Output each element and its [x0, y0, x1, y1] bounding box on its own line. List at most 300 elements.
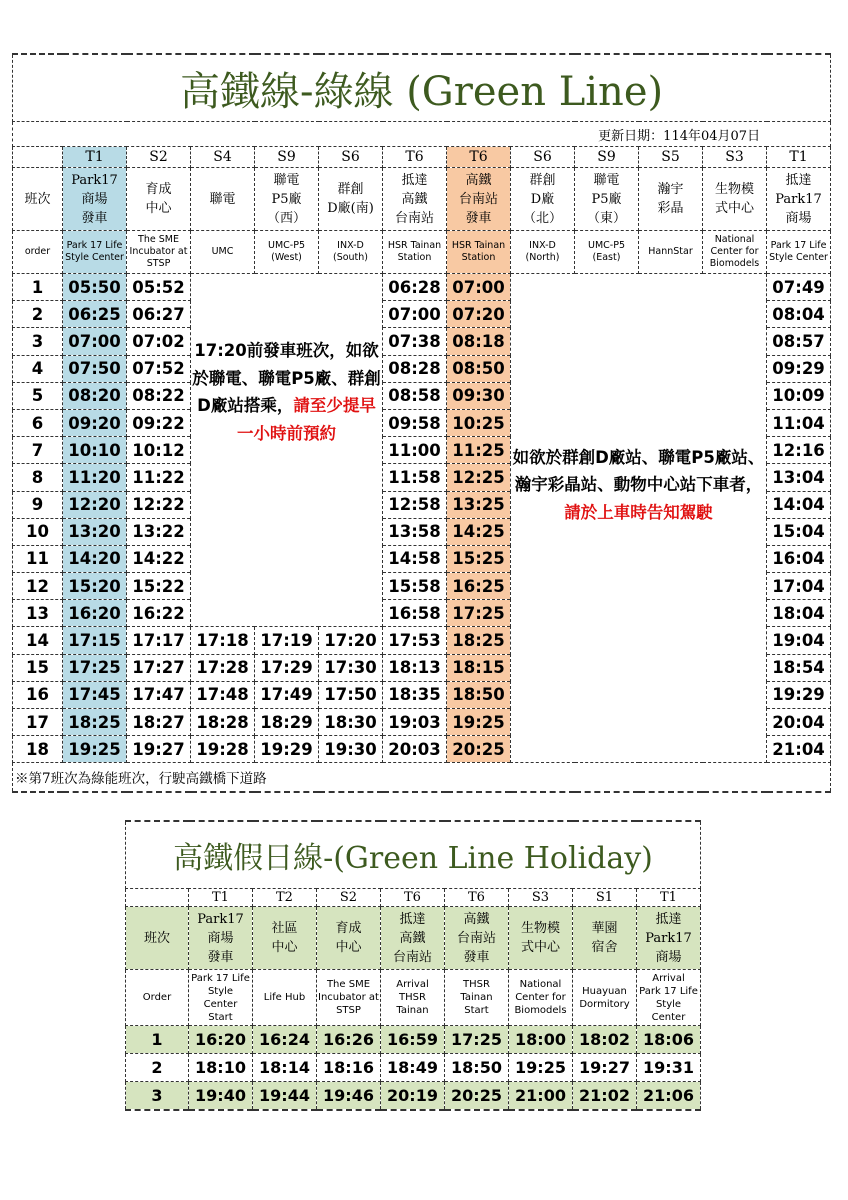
- time-cell: 16:59: [381, 1026, 445, 1054]
- time-cell: 21:06: [637, 1082, 701, 1111]
- trip-number: 13: [13, 600, 63, 627]
- label-line: 生物模: [714, 182, 754, 197]
- time-cell: 07:00: [447, 274, 511, 301]
- time-cell: 19:25: [509, 1054, 573, 1082]
- time-cell: 17:30: [319, 654, 383, 681]
- label-line: Style: [655, 998, 682, 1010]
- time-cell: 06:28: [383, 274, 447, 301]
- station-name-en: [189, 970, 253, 1026]
- station-name-en: [191, 231, 255, 274]
- code-corner: [126, 889, 189, 907]
- time-cell: 18:29: [255, 709, 319, 736]
- time-cell: 13:25: [447, 491, 511, 518]
- label-line: The SME: [326, 979, 371, 990]
- time-cell: 21:02: [573, 1082, 637, 1111]
- station-name-zh: [383, 168, 447, 231]
- label-line: Center for: [515, 992, 566, 1003]
- time-cell: 18:30: [319, 709, 383, 736]
- station-en-row: [126, 970, 701, 1026]
- label-line: 發車: [463, 949, 490, 965]
- label-line: Style Center: [65, 252, 124, 263]
- label-line: 群創: [529, 172, 556, 188]
- label-line: Park17: [645, 930, 692, 946]
- label-line: Center: [203, 998, 238, 1010]
- station-en-row: [13, 231, 831, 274]
- row-header-zh: 班次: [126, 907, 189, 970]
- label-line: 育成: [335, 921, 362, 936]
- time-cell: 13:22: [127, 518, 191, 545]
- trip-number: 8: [13, 464, 63, 491]
- time-cell: 21:00: [509, 1082, 573, 1111]
- label-line: 群創: [337, 182, 364, 197]
- label-line: 華園: [591, 921, 618, 936]
- station-name-zh: [255, 168, 319, 231]
- station-name-en: [573, 970, 637, 1026]
- time-cell: 18:50: [445, 1054, 509, 1082]
- time-cell: 17:17: [127, 627, 191, 654]
- time-cell: 11:04: [767, 409, 831, 436]
- time-cell: 07:00: [383, 301, 447, 328]
- time-cell: 20:25: [445, 1082, 509, 1111]
- trip-number: 3: [13, 328, 63, 355]
- time-cell: 17:53: [383, 627, 447, 654]
- label-line: Park17: [775, 191, 822, 207]
- station-name-en: [127, 231, 191, 274]
- time-cell: 16:25: [447, 573, 511, 600]
- label-line: Center: [651, 1011, 686, 1023]
- time-cell: 20:25: [447, 736, 511, 763]
- time-cell: 05:52: [127, 274, 191, 301]
- time-cell: 19:03: [383, 709, 447, 736]
- time-cell: 17:27: [127, 654, 191, 681]
- label-line: THSR: [463, 979, 490, 990]
- time-cell: 13:04: [767, 464, 831, 491]
- table-row: [126, 1054, 701, 1082]
- label-line: 高鐵: [463, 911, 490, 927]
- station-code: T6: [445, 889, 509, 907]
- time-cell: 07:20: [447, 301, 511, 328]
- time-cell: 08:28: [383, 355, 447, 382]
- time-cell: 09:58: [383, 409, 447, 436]
- time-cell: 07:52: [127, 355, 191, 382]
- time-cell: 17:18: [191, 627, 255, 654]
- time-cell: 18:25: [447, 627, 511, 654]
- label-line: 高鐵: [399, 930, 426, 946]
- time-cell: 11:22: [127, 464, 191, 491]
- station-name-zh: [639, 168, 703, 231]
- label-line: P5廠: [271, 191, 302, 207]
- time-cell: 08:57: [767, 328, 831, 355]
- label-line: 式中心: [714, 201, 754, 216]
- station-code: S3: [509, 889, 573, 907]
- time-cell: 14:25: [447, 518, 511, 545]
- time-cell: 17:04: [767, 573, 831, 600]
- time-cell: 09:29: [767, 355, 831, 382]
- time-cell: 07:02: [127, 328, 191, 355]
- time-cell: 11:58: [383, 464, 447, 491]
- station-name-zh: [381, 907, 445, 970]
- label-line: (East): [592, 252, 621, 263]
- label-line: Style: [207, 985, 234, 997]
- label-line: INX-D: [529, 240, 556, 251]
- time-cell: 08:20: [63, 382, 127, 409]
- station-code: S9: [575, 147, 639, 168]
- time-cell: 18:15: [447, 654, 511, 681]
- label-line: Park17: [197, 911, 244, 927]
- table-row: [126, 1026, 701, 1054]
- station-code: S6: [511, 147, 575, 168]
- time-cell: 21:04: [767, 736, 831, 763]
- label-line: Arrival: [652, 972, 685, 984]
- time-cell: 08:04: [767, 301, 831, 328]
- trip-number: 16: [13, 681, 63, 708]
- time-cell: 19:27: [127, 736, 191, 763]
- label-line: 中心: [271, 940, 298, 955]
- label-line: Start: [464, 1005, 489, 1016]
- station-name-zh: [253, 907, 317, 970]
- trip-number: 17: [13, 709, 63, 736]
- station-name-en: [255, 231, 319, 274]
- time-cell: 17:25: [63, 654, 127, 681]
- station-name-en: [381, 970, 445, 1026]
- trip-number: 3: [126, 1082, 189, 1111]
- station-name-en: [383, 231, 447, 274]
- station-code: T1: [637, 889, 701, 907]
- station-code: S2: [127, 147, 191, 168]
- station-code: T2: [253, 889, 317, 907]
- label-line: 生物模: [520, 921, 560, 936]
- time-cell: 13:20: [63, 518, 127, 545]
- label-line: 商場: [655, 949, 682, 965]
- time-cell: 06:27: [127, 301, 191, 328]
- time-cell: 10:12: [127, 437, 191, 464]
- label-line: INX-D: [337, 240, 364, 251]
- time-cell: 20:19: [381, 1082, 445, 1111]
- station-name-en: [509, 970, 573, 1026]
- label-line: Dormitory: [579, 998, 630, 1010]
- station-name-en: [63, 231, 127, 274]
- time-cell: 16:22: [127, 600, 191, 627]
- label-line: 中心: [335, 940, 362, 955]
- row-header-en: Order: [126, 970, 189, 1026]
- time-cell: 15:04: [767, 518, 831, 545]
- time-cell: 19:46: [317, 1082, 381, 1111]
- label-line: Arrival: [396, 979, 429, 990]
- label-line: P5廠: [591, 191, 622, 207]
- time-cell: 19:28: [191, 736, 255, 763]
- time-cell: 09:22: [127, 409, 191, 436]
- trip-number: 9: [13, 491, 63, 518]
- station-code: S6: [319, 147, 383, 168]
- table-row: [126, 1082, 701, 1111]
- label-line: HSR Tainan: [451, 240, 506, 251]
- time-cell: 18:13: [383, 654, 447, 681]
- label-line: THSR: [399, 992, 426, 1003]
- time-cell: 17:50: [319, 681, 383, 708]
- time-cell: 18:35: [383, 681, 447, 708]
- station-code: T1: [63, 147, 127, 168]
- station-name-zh: [637, 907, 701, 970]
- time-cell: 10:25: [447, 409, 511, 436]
- label-line: Style Center: [769, 252, 828, 263]
- label-line: 台南站: [456, 930, 496, 946]
- station-name-en: [253, 970, 317, 1026]
- station-name-en: [639, 231, 703, 274]
- time-cell: 18:02: [573, 1026, 637, 1054]
- trip-number: 18: [13, 736, 63, 763]
- trip-number: 2: [13, 301, 63, 328]
- station-code: S9: [255, 147, 319, 168]
- label-line: 社區: [271, 921, 298, 936]
- station-name-en: [319, 231, 383, 274]
- time-cell: 12:25: [447, 464, 511, 491]
- time-cell: 18:28: [191, 709, 255, 736]
- trip-number: 6: [13, 409, 63, 436]
- footnote: ※第7班次為綠能班次，行駛高鐵橋下道路: [13, 763, 831, 793]
- label-line: 聯電: [273, 172, 300, 188]
- station-name-zh: [509, 907, 573, 970]
- label-line: Biomodels: [514, 1005, 567, 1016]
- notice-text: 如欲於群創D廠站、聯電P5廠站、瀚宇彩晶站、動物中心站下車者，: [512, 447, 765, 495]
- time-cell: 19:29: [767, 681, 831, 708]
- label-line: Park 17 Life: [639, 985, 698, 997]
- label-line: Park17: [71, 172, 118, 188]
- station-name-zh: [767, 168, 831, 231]
- time-cell: 19:27: [573, 1054, 637, 1082]
- label-line: 發車: [465, 210, 492, 226]
- station-code-row: [13, 147, 831, 168]
- time-cell: 19:25: [63, 736, 127, 763]
- time-cell: 15:20: [63, 573, 127, 600]
- time-cell: 18:10: [189, 1054, 253, 1082]
- station-zh-row: [126, 907, 701, 970]
- time-cell: 16:20: [189, 1026, 253, 1054]
- time-cell: 19:30: [319, 736, 383, 763]
- label-line: 育成: [145, 182, 172, 197]
- time-cell: 17:45: [63, 681, 127, 708]
- label-line: (North): [525, 252, 560, 263]
- time-cell: 12:22: [127, 491, 191, 518]
- label-line: 商場: [81, 191, 108, 207]
- time-cell: 15:22: [127, 573, 191, 600]
- time-cell: 14:58: [383, 545, 447, 572]
- label-line: 商場: [207, 930, 234, 946]
- trip-number: 15: [13, 654, 63, 681]
- time-cell: 19:44: [253, 1082, 317, 1111]
- time-cell: 08:22: [127, 382, 191, 409]
- footnote-row: [13, 763, 831, 793]
- label-line: 聯電: [209, 191, 236, 207]
- label-line: 抵達: [785, 172, 812, 188]
- time-cell: 19:29: [255, 736, 319, 763]
- station-name-en: [703, 231, 767, 274]
- station-code: T1: [189, 889, 253, 907]
- label-line: Huayuan: [582, 985, 627, 997]
- station-name-zh: [127, 168, 191, 231]
- update-date: 更新日期：114年04月07日: [13, 122, 831, 147]
- time-cell: 18:25: [63, 709, 127, 736]
- holiday-title: 高鐵假日線-(Green Line Holiday): [126, 821, 701, 889]
- label-line: Park 17 Life: [770, 240, 827, 251]
- label-line: D廠: [530, 191, 555, 207]
- time-cell: 18:00: [509, 1026, 573, 1054]
- label-line: HannStar: [648, 246, 693, 257]
- trip-number: 12: [13, 573, 63, 600]
- station-name-zh: [445, 907, 509, 970]
- label-line: 高鐵: [401, 191, 428, 207]
- time-cell: 17:19: [255, 627, 319, 654]
- station-name-en: [447, 231, 511, 274]
- station-code: S5: [639, 147, 703, 168]
- time-cell: 12:58: [383, 491, 447, 518]
- label-line: （東）: [586, 210, 626, 226]
- trip-number: 1: [13, 274, 63, 301]
- station-name-en: [575, 231, 639, 274]
- time-cell: 14:04: [767, 491, 831, 518]
- time-cell: 07:00: [63, 328, 127, 355]
- time-cell: 17:25: [445, 1026, 509, 1054]
- time-cell: 18:54: [767, 654, 831, 681]
- time-cell: 13:58: [383, 518, 447, 545]
- label-line: UMC-P5: [588, 240, 625, 251]
- station-name-zh: [191, 168, 255, 231]
- label-line: 台南站: [392, 949, 432, 965]
- time-cell: 17:48: [191, 681, 255, 708]
- label-line: 商場: [785, 210, 812, 226]
- time-cell: 05:50: [63, 274, 127, 301]
- time-cell: 16:26: [317, 1026, 381, 1054]
- time-cell: 18:27: [127, 709, 191, 736]
- station-name-en: [767, 231, 831, 274]
- time-cell: 19:31: [637, 1054, 701, 1082]
- label-line: (West): [271, 252, 302, 263]
- label-line: D廠(南): [327, 201, 374, 216]
- station-name-zh: [575, 168, 639, 231]
- label-line: Incubator at: [318, 992, 379, 1003]
- time-cell: 20:03: [383, 736, 447, 763]
- time-cell: 11:25: [447, 437, 511, 464]
- label-line: 台南站: [458, 191, 498, 207]
- time-cell: 11:20: [63, 464, 127, 491]
- station-name-zh: [447, 168, 511, 231]
- time-cell: 17:15: [63, 627, 127, 654]
- time-cell: 18:50: [447, 681, 511, 708]
- trip-number: 2: [126, 1054, 189, 1082]
- station-code-row: [126, 889, 701, 907]
- label-line: UMC: [211, 246, 234, 257]
- label-line: Park 17 Life: [191, 972, 250, 984]
- label-line: 彩晶: [657, 201, 684, 216]
- trip-number: 4: [13, 355, 63, 382]
- station-name-zh: [189, 907, 253, 970]
- label-line: Tainan: [460, 992, 493, 1003]
- trip-number: 7: [13, 437, 63, 464]
- time-cell: 16:58: [383, 600, 447, 627]
- label-line: 抵達: [401, 172, 428, 188]
- station-name-zh: [573, 907, 637, 970]
- time-cell: 12:20: [63, 491, 127, 518]
- station-code: S1: [573, 889, 637, 907]
- code-corner: [13, 147, 63, 168]
- weekday-title: 高鐵線-綠線 (Green Line): [13, 54, 831, 122]
- label-line: 高鐵: [465, 172, 492, 188]
- time-cell: 17:49: [255, 681, 319, 708]
- time-cell: 10:10: [63, 437, 127, 464]
- label-line: 宿舍: [591, 940, 618, 955]
- station-name-zh: [317, 907, 381, 970]
- time-cell: 15:25: [447, 545, 511, 572]
- label-line: Life Hub: [263, 992, 306, 1003]
- time-cell: 16:04: [767, 545, 831, 572]
- label-line: National: [519, 979, 562, 990]
- notice-highlight: 請於上車時告知駕駛: [564, 502, 713, 522]
- time-cell: 18:16: [317, 1054, 381, 1082]
- label-line: Start: [208, 1011, 233, 1023]
- label-line: Park 17 Life: [66, 240, 123, 251]
- label-line: (South): [332, 252, 369, 263]
- station-name-zh: [63, 168, 127, 231]
- station-name-zh: [319, 168, 383, 231]
- time-cell: 18:49: [381, 1054, 445, 1082]
- notice-alighting: [511, 274, 767, 763]
- time-cell: 18:04: [767, 600, 831, 627]
- notice-highlight: 請至少提早一小時前預約: [237, 396, 376, 443]
- time-cell: 07:50: [63, 355, 127, 382]
- weekday-timetable: [12, 53, 831, 793]
- station-code: S4: [191, 147, 255, 168]
- trip-number: 11: [13, 545, 63, 572]
- label-line: 中心: [145, 201, 172, 216]
- time-cell: 17:47: [127, 681, 191, 708]
- time-cell: 09:20: [63, 409, 127, 436]
- label-line: HSR Tainan: [387, 240, 442, 251]
- time-cell: 06:25: [63, 301, 127, 328]
- notice-text: 17:20前發車班次，如欲於聯電、聯電P5廠、群創D廠站搭乘，: [192, 341, 381, 416]
- label-line: 發車: [81, 210, 108, 226]
- time-cell: 19:25: [447, 709, 511, 736]
- time-cell: 19:04: [767, 627, 831, 654]
- time-cell: 10:09: [767, 382, 831, 409]
- notice-boarding: [191, 274, 383, 627]
- label-line: The SME: [138, 234, 179, 245]
- station-code: T1: [767, 147, 831, 168]
- time-cell: 11:00: [383, 437, 447, 464]
- time-cell: 14:20: [63, 545, 127, 572]
- label-line: 聯電: [593, 172, 620, 188]
- time-cell: 08:50: [447, 355, 511, 382]
- time-cell: 14:22: [127, 545, 191, 572]
- time-cell: 19:40: [189, 1082, 253, 1111]
- time-cell: 16:24: [253, 1026, 317, 1054]
- station-code: T6: [447, 147, 511, 168]
- label-line: Biomodels: [709, 258, 760, 269]
- label-line: （西）: [266, 210, 306, 226]
- label-line: STSP: [146, 258, 171, 269]
- time-cell: 16:20: [63, 600, 127, 627]
- time-cell: 07:38: [383, 328, 447, 355]
- label-line: 式中心: [520, 940, 560, 955]
- station-code: S2: [317, 889, 381, 907]
- time-cell: 17:25: [447, 600, 511, 627]
- row-header-zh: 班次: [13, 168, 63, 231]
- trip-number: 14: [13, 627, 63, 654]
- label-line: Station: [397, 252, 432, 263]
- time-cell: 15:58: [383, 573, 447, 600]
- time-cell: 08:58: [383, 382, 447, 409]
- label-line: Center for: [710, 246, 759, 257]
- label-line: STSP: [336, 1005, 361, 1016]
- time-cell: 07:49: [767, 274, 831, 301]
